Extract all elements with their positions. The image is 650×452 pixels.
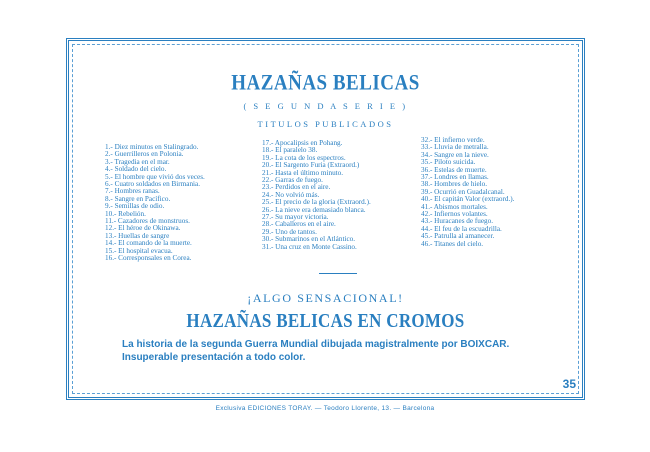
list-item: 42.- Infiernos volantes. [421,210,488,219]
published-heading: TITULOS PUBLICADOS [257,119,394,129]
promo-line-1: La historia de la segunda Guerra Mundial dibujada magistralmente por BOIXCAR. [122,339,510,350]
list-item: 25.- El precio de la gloria (Extraord.). [262,198,371,207]
promo-line-2: Insuperable presentación a todo color. [122,352,306,363]
list-item: 10.- Rebelión. [105,209,146,218]
promo-text [122,338,582,364]
list-item: 28.- Caballeros en el aire. [262,220,336,229]
list-item: 18.- El paralelo 38. [262,146,318,155]
list-item: 26.- La nieve era demasiado blanca. [262,205,366,214]
list-item: 34.- Sangre en la nieve. [421,150,489,159]
page-title: HAZAÑAS BELICAS [231,71,420,96]
publisher-footer: Exclusiva EDICIONES TORAY. — Teodoro Llorente, 13. — Barcelona [215,405,435,412]
list-item: 11.- Cazadores de monstruos. [105,217,190,226]
list-item: 32.- El infierno verde. [421,136,485,144]
list-item: 23.- Perdidos en el aire. [262,183,331,192]
series-subtitle: ( S E G U N D A S E R I E ) [243,101,408,111]
list-item: 21.- Hasta el último minuto. [262,168,344,177]
list-item: 43.- Huracanes de fuego. [421,217,494,226]
list-item: 37.- Londres en llamas. [421,173,489,182]
list-item: 31.- Una cruz en Monte Cassino. [262,242,357,251]
promo-heading: ¡ALGO SENSACIONAL! [247,291,404,305]
list-item: 35.- Piloto suicida. [421,158,476,167]
titles-column-3 [421,137,514,248]
list-item: 15.- El hospital evacua. [105,246,173,255]
list-item: 19.- La cota de los espectros. [262,153,346,162]
list-item: 39.- Ocurrió en Guadalcanal. [421,187,505,196]
list-item: 45.- Patrulla al amanecer. [421,232,495,241]
list-item: 2.- Guerrilleros en Polonia. [105,150,184,159]
list-item: 17.- Apocalipsis en Pohang. [262,139,343,147]
list-item: 40.- El capitán Valor (extraord.). [421,195,515,204]
list-item: 22.- Garras de fuego. [262,176,323,185]
list-item: 27.- Su mayor victoria. [262,213,329,222]
list-item: 38.- Hombres de hielo. [421,180,488,189]
list-item: 30.- Submarinos en el Atlántico. [262,235,356,244]
list-item: 16.- Corresponsales en Corea. [105,254,192,263]
list-item: 33.- Lluvia de metralla. [421,143,489,152]
list-item: 12.- El héroe de Okinawa. [105,224,181,233]
list-item: 14.- El comando de la muerte. [105,239,192,248]
list-item: 44.- El feu de la escuadrilla. [421,224,502,233]
list-item: 3.- Tragedia en el mar. [105,157,170,166]
list-item: 6.- Cuatro soldados en Birmania. [105,180,201,189]
list-item: 41.- Abismos mortales. [421,202,488,211]
section-divider [319,273,357,274]
list-item: 20.- El Sargento Furia (Extraord.) [262,161,360,170]
list-item: 24.- No volvió más. [262,190,320,199]
page-frame [66,38,585,400]
promo-title: HAZAÑAS BELICAS EN CROMOS [186,309,465,332]
list-item: 1.- Diez minutos en Stalingrado. [105,143,199,151]
list-item: 4.- Soldado del cielo. [105,165,167,174]
page-number: 35 [562,377,576,391]
list-item: 46.- Titanes del cielo. [421,239,484,248]
titles-column-2 [262,140,371,251]
list-item: 5.- El hombre que vivió dos veces. [105,172,205,181]
list-item: 29.- Uno de tantos. [262,227,317,236]
list-item: 36.- Estelas de muerte. [421,165,487,174]
list-item: 13.- Huellas de sangre [105,231,170,240]
list-item: 9.- Semillas de odio. [105,202,165,211]
list-item: 8.- Sangre en Pacífico. [105,194,171,203]
titles-column-1 [105,144,205,263]
list-item: 7.- Hombres ranas. [105,187,160,196]
